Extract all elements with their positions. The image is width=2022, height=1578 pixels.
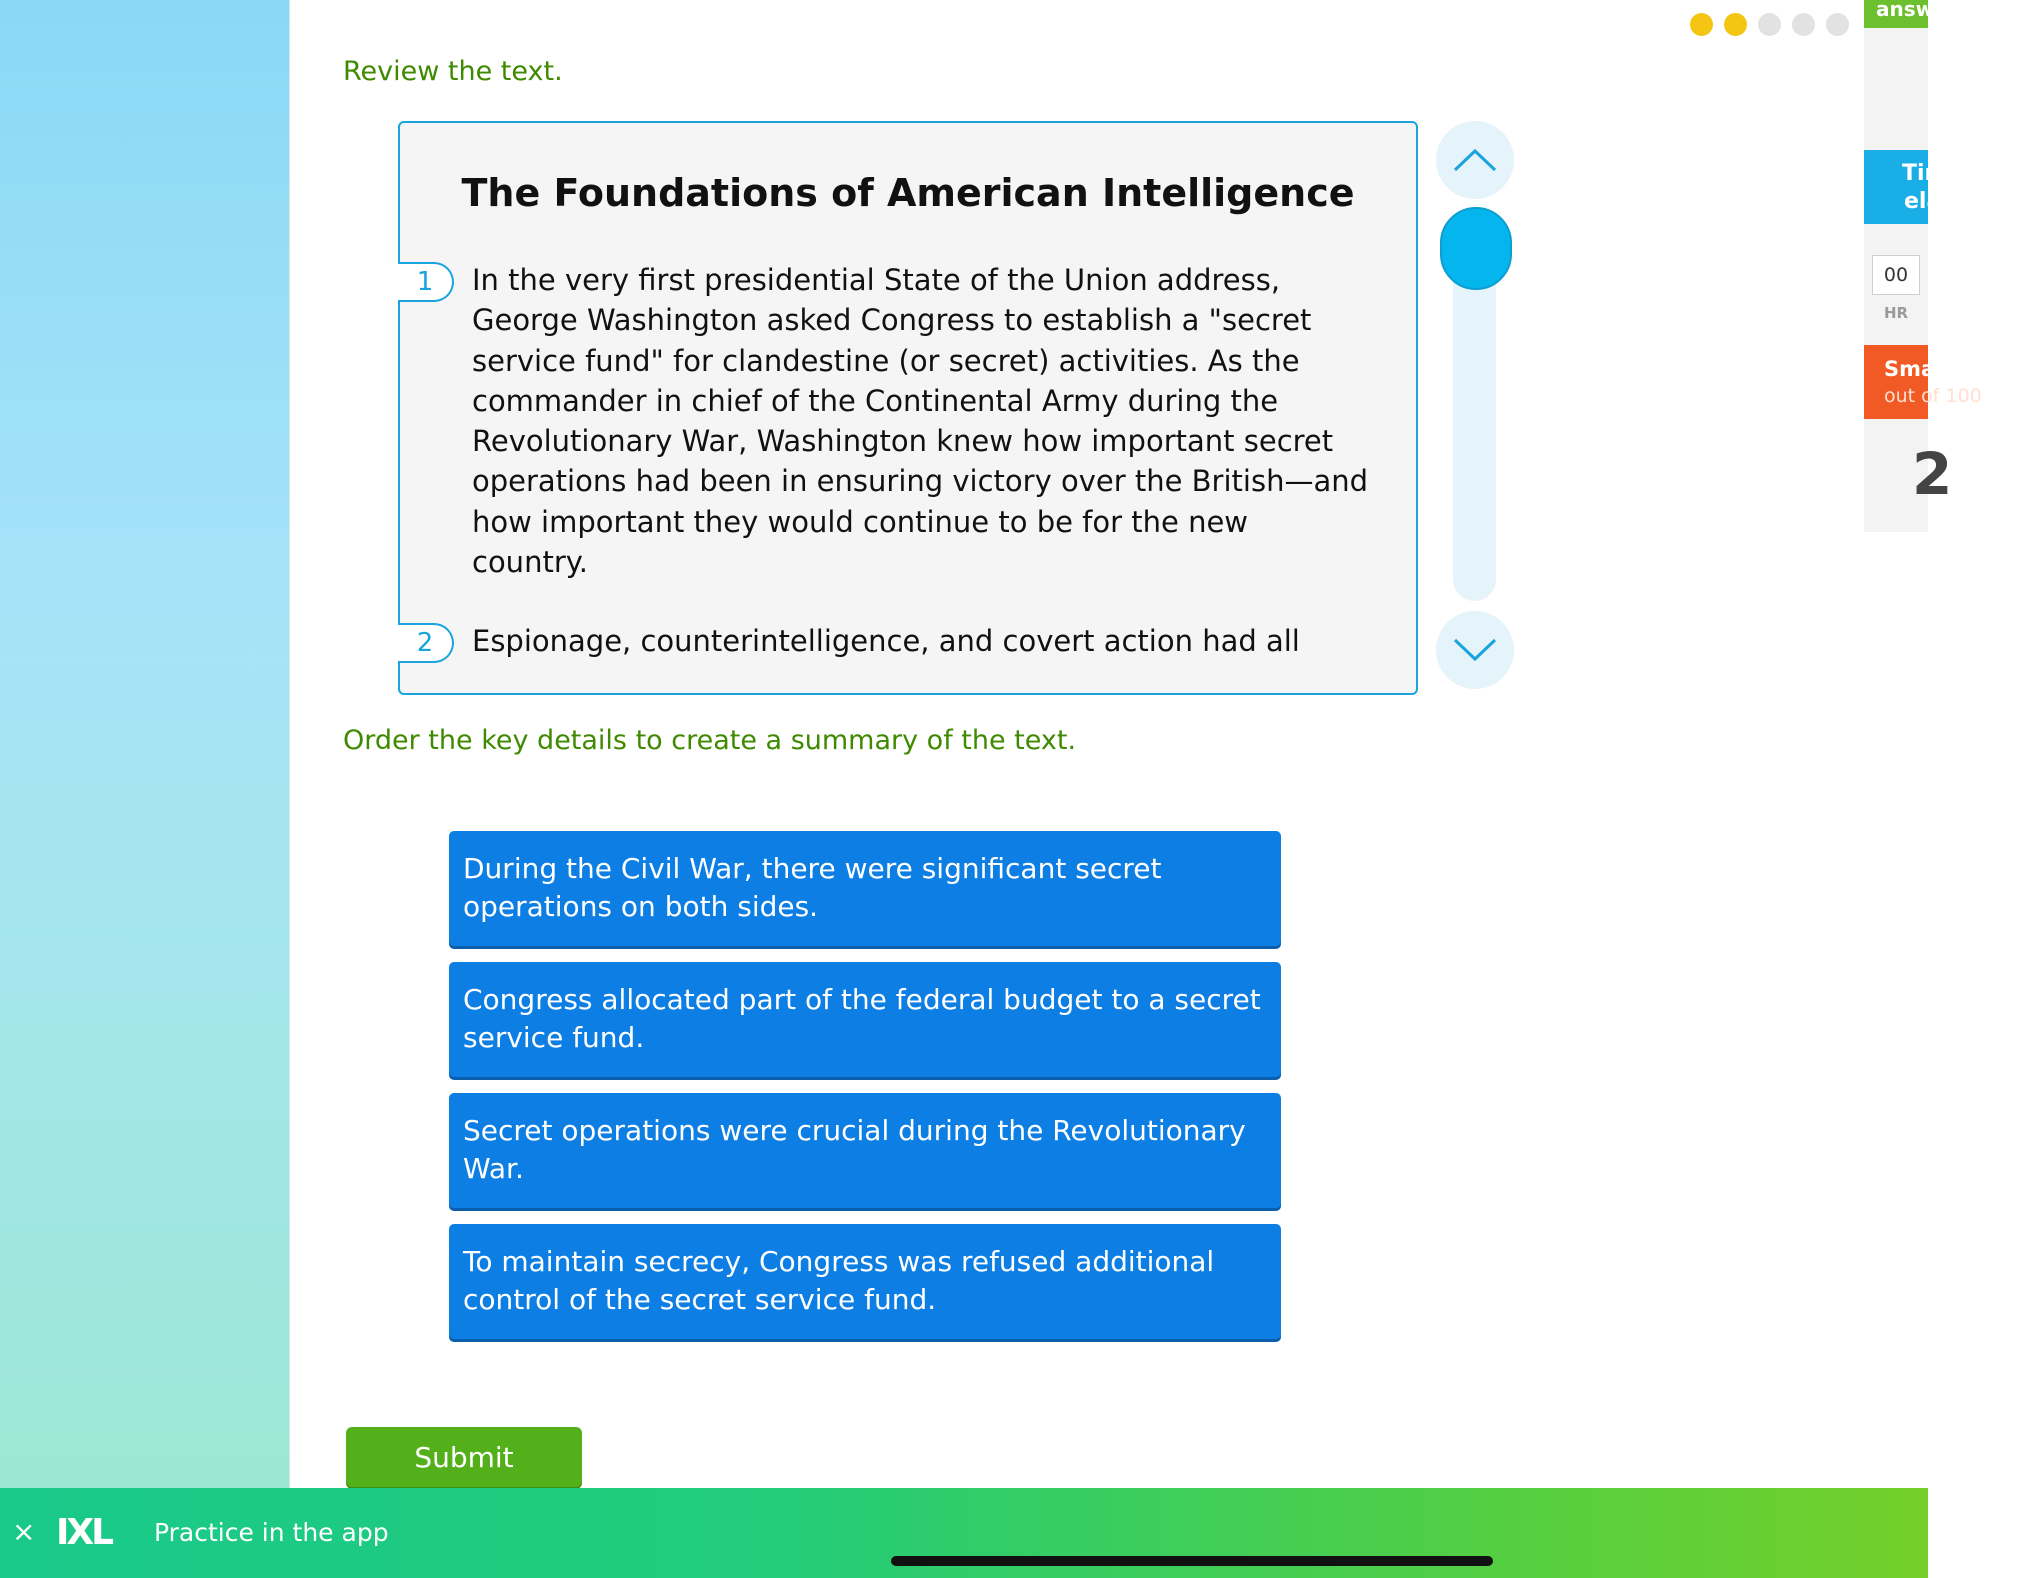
app-promo-bar: [0, 1488, 1928, 1578]
paragraph-number-1: 1: [398, 262, 454, 302]
progress-dot-3: [1758, 13, 1781, 36]
smartscore-sublabel: out of 100: [1884, 385, 1982, 407]
progress-dot-1: [1690, 13, 1713, 36]
close-icon[interactable]: ×: [12, 1515, 36, 1548]
ixl-logo: IXL: [56, 1512, 112, 1553]
progress-dot-4: [1792, 13, 1815, 36]
detail-tile-2[interactable]: Congress allocated part of the federal budget to a secret service fund.: [449, 962, 1281, 1077]
passage-title: The Foundations of American Intelligence: [461, 171, 1355, 215]
progress-dots: [1690, 13, 1849, 36]
detail-tile-3[interactable]: Secret operations were crucial during the Revolutionary War.: [449, 1093, 1281, 1208]
questions-answered-label: answered: [1864, 0, 1928, 28]
time-elapsed-header: [1864, 150, 2001, 224]
chevron-up-icon: [1452, 147, 1498, 173]
detail-tile-1[interactable]: During the Civil War, there were significant secret operations on both sides.: [449, 831, 1281, 946]
chevron-down-icon: [1452, 637, 1498, 663]
left-gradient-panel: [0, 0, 290, 1488]
smartscore-label: SmartScore: [1884, 357, 2022, 381]
smartscore-value: 2: [1912, 440, 1953, 508]
practice-in-app-link[interactable]: Practice in the app: [154, 1518, 389, 1547]
detail-tile-4[interactable]: To maintain secrecy, Congress was refused additional control of the secret service fund.: [449, 1224, 1281, 1339]
progress-dot-2: [1724, 13, 1747, 36]
paragraph-1: In the very first presidential State of the Union address, George Washington asked Congress to establish a "secret service fund" for clandestine (or secret) activities. As the commander in chief of the Continental Army during the Revolutionary War, Washington knew how important secret operations had been in ensuring victory over the British—and how important they would continue to be for the new country.: [472, 263, 1369, 580]
time-label-line1: Time: [1902, 161, 1963, 186]
home-indicator: [891, 1556, 1493, 1566]
scroll-down-button[interactable]: [1436, 611, 1514, 689]
smartscore-header: [1864, 345, 2022, 419]
scroll-thumb[interactable]: [1440, 207, 1512, 290]
scroll-up-button[interactable]: [1436, 121, 1514, 199]
order-instruction: Order the key details to create a summary of the text.: [343, 725, 1077, 756]
stats-side-panel: [1864, 0, 2022, 532]
review-instruction: Review the text.: [343, 56, 563, 87]
hours-value: 00: [1872, 255, 1920, 295]
submit-button[interactable]: Submit: [346, 1427, 582, 1487]
time-label-line2: elapsed: [1904, 189, 2001, 214]
paragraph-2: Espionage, counterintelligence, and covert action had all: [472, 624, 1300, 658]
hours-label: HR: [1884, 304, 1909, 322]
progress-dot-5: [1826, 13, 1849, 36]
passage-box[interactable]: [398, 121, 1418, 695]
paragraph-number-2: 2: [398, 623, 454, 663]
